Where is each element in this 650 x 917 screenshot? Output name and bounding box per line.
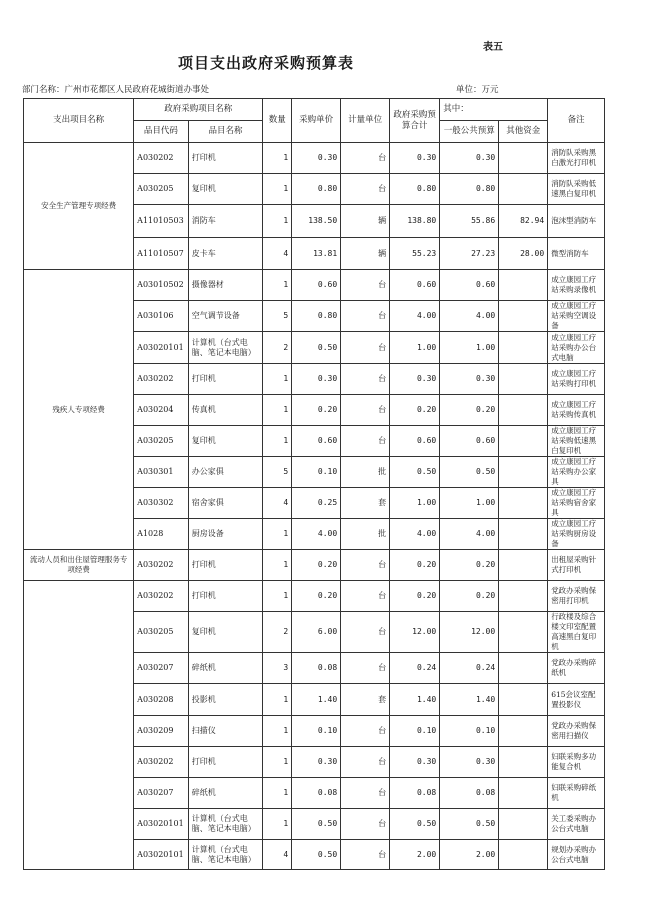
price-cell: 0.30: [292, 364, 341, 395]
total-cell: 0.60: [390, 426, 440, 457]
code-cell: A1028: [134, 519, 189, 550]
price-cell: 13.81: [292, 238, 341, 270]
uom-cell: 台: [341, 809, 390, 840]
other-funds-cell: [499, 684, 548, 716]
price-cell: 0.30: [292, 143, 341, 174]
general-budget-cell: 0.30: [440, 143, 499, 174]
general-budget-cell: 1.00: [440, 332, 499, 364]
qty-cell: 3: [263, 653, 292, 684]
total-cell: 0.10: [390, 716, 440, 747]
note-cell: 规划办采购办公台式电脑: [548, 840, 605, 870]
uom-cell: 台: [341, 778, 390, 809]
qty-cell: 1: [263, 550, 292, 581]
code-cell: A030205: [134, 426, 189, 457]
general-budget-cell: 0.10: [440, 716, 499, 747]
table-body: [24, 143, 605, 870]
other-funds-cell: [499, 457, 548, 488]
general-budget-cell: 2.00: [440, 840, 499, 870]
other-funds-cell: [499, 519, 548, 550]
other-funds-cell: [499, 550, 548, 581]
code-cell: A030302: [134, 488, 189, 519]
item-name-cell: 复印机: [188, 612, 263, 653]
other-funds-cell: [499, 581, 548, 612]
note-cell: 成立康园工疗站采购低速黑白复印机: [548, 426, 605, 457]
general-budget-cell: 0.20: [440, 395, 499, 426]
general-budget-cell: 0.50: [440, 809, 499, 840]
project-name-cell: 安全生产管理专项经费: [24, 143, 134, 270]
item-name-cell: 计算机（台式电脑、笔记本电脑）: [188, 840, 263, 870]
uom-cell: 台: [341, 550, 390, 581]
unit-label: 单位：万元: [456, 85, 499, 95]
item-name-cell: 计算机（台式电脑、笔记本电脑）: [188, 809, 263, 840]
other-funds-cell: [499, 612, 548, 653]
uom-cell: 辆: [341, 238, 390, 270]
qty-cell: 1: [263, 364, 292, 395]
general-budget-cell: 0.24: [440, 653, 499, 684]
total-cell: 4.00: [390, 301, 440, 332]
note-cell: 成立康园工疗站采购宿舍家具: [548, 488, 605, 519]
code-cell: A030205: [134, 612, 189, 653]
total-cell: 0.24: [390, 653, 440, 684]
general-budget-cell: 1.00: [440, 488, 499, 519]
qty-cell: 4: [263, 488, 292, 519]
uom-cell: 批: [341, 519, 390, 550]
other-funds-cell: 28.00: [499, 238, 548, 270]
note-cell: 党政办采购保密用扫描仪: [548, 716, 605, 747]
note-cell: 成立康园工疗站采购传真机: [548, 395, 605, 426]
qty-cell: 4: [263, 238, 292, 270]
qty-cell: 1: [263, 174, 292, 205]
note-cell: 行政楼及综合楼文印室配置高速黑白复印机: [548, 612, 605, 653]
header-general: 一般公共预算: [440, 121, 499, 143]
item-name-cell: 复印机: [188, 174, 263, 205]
total-cell: 2.00: [390, 840, 440, 870]
qty-cell: 1: [263, 143, 292, 174]
uom-cell: 台: [341, 840, 390, 870]
code-cell: A030209: [134, 716, 189, 747]
qty-cell: 1: [263, 809, 292, 840]
item-name-cell: 打印机: [188, 747, 263, 778]
price-cell: 0.10: [292, 457, 341, 488]
note-cell: 成立康园工疗站采购打印机: [548, 364, 605, 395]
note-cell: 消防队采购低速黑白复印机: [548, 174, 605, 205]
qty-cell: 1: [263, 684, 292, 716]
procurement-budget-table: [23, 98, 605, 870]
note-cell: 党政办采购碎纸机: [548, 653, 605, 684]
general-budget-cell: 0.20: [440, 581, 499, 612]
total-cell: 0.08: [390, 778, 440, 809]
code-cell: A11010503: [134, 205, 189, 238]
table-row: [24, 270, 605, 301]
header-total: 政府采购预算合计: [390, 99, 440, 143]
total-cell: 0.30: [390, 747, 440, 778]
code-cell: A030202: [134, 550, 189, 581]
item-name-cell: 打印机: [188, 550, 263, 581]
price-cell: 0.50: [292, 809, 341, 840]
code-cell: A030207: [134, 653, 189, 684]
general-budget-cell: 0.80: [440, 174, 499, 205]
qty-cell: 1: [263, 747, 292, 778]
table-row: [24, 143, 605, 174]
table-row: [24, 550, 605, 581]
note-cell: 成立康园工疗站采购办公台式电脑: [548, 332, 605, 364]
item-name-cell: 空气调节设备: [188, 301, 263, 332]
total-cell: 0.30: [390, 364, 440, 395]
uom-cell: 辆: [341, 205, 390, 238]
price-cell: 4.00: [292, 519, 341, 550]
department-name: 部门名称：广州市花都区人民政府花城街道办事处: [22, 85, 210, 95]
price-cell: 0.20: [292, 581, 341, 612]
price-cell: 138.50: [292, 205, 341, 238]
uom-cell: 台: [341, 364, 390, 395]
general-budget-cell: 0.30: [440, 747, 499, 778]
item-name-cell: 打印机: [188, 581, 263, 612]
total-cell: 0.50: [390, 457, 440, 488]
price-cell: 0.60: [292, 426, 341, 457]
code-cell: A030205: [134, 174, 189, 205]
page-title: 项目支出政府采购预算表: [178, 54, 355, 72]
uom-cell: 台: [341, 426, 390, 457]
other-funds-cell: [499, 270, 548, 301]
item-name-cell: 厨房设备: [188, 519, 263, 550]
uom-cell: 台: [341, 270, 390, 301]
total-cell: 138.80: [390, 205, 440, 238]
price-cell: 0.60: [292, 270, 341, 301]
project-name-cell: 流动人员和出住屋管理服务专项经费: [24, 550, 134, 581]
other-funds-cell: [499, 778, 548, 809]
total-cell: 0.20: [390, 550, 440, 581]
code-cell: A030208: [134, 684, 189, 716]
note-cell: 出租屋采购针式打印机: [548, 550, 605, 581]
other-funds-cell: [499, 716, 548, 747]
code-cell: A030301: [134, 457, 189, 488]
total-cell: 4.00: [390, 519, 440, 550]
header-gov-item: 政府采购项目名称: [134, 99, 263, 121]
qty-cell: 2: [263, 332, 292, 364]
general-budget-cell: 55.86: [440, 205, 499, 238]
item-name-cell: 皮卡车: [188, 238, 263, 270]
header-code: 品目代码: [134, 121, 189, 143]
general-budget-cell: 0.08: [440, 778, 499, 809]
note-cell: 关工委采购办公台式电脑: [548, 809, 605, 840]
table-number-label: 表五: [483, 42, 503, 53]
total-cell: 1.00: [390, 488, 440, 519]
header-uom: 计量单位: [341, 99, 390, 143]
uom-cell: 台: [341, 747, 390, 778]
note-cell: 妇联采购多功能复合机: [548, 747, 605, 778]
other-funds-cell: [499, 809, 548, 840]
uom-cell: 台: [341, 143, 390, 174]
other-funds-cell: 82.94: [499, 205, 548, 238]
item-name-cell: 扫描仪: [188, 716, 263, 747]
general-budget-cell: 4.00: [440, 519, 499, 550]
code-cell: A11010507: [134, 238, 189, 270]
total-cell: 12.00: [390, 612, 440, 653]
other-funds-cell: [499, 395, 548, 426]
price-cell: 6.00: [292, 612, 341, 653]
total-cell: 0.60: [390, 270, 440, 301]
project-name-cell: [24, 581, 134, 870]
uom-cell: 台: [341, 581, 390, 612]
item-name-cell: 传真机: [188, 395, 263, 426]
qty-cell: 1: [263, 778, 292, 809]
item-name-cell: 消防车: [188, 205, 263, 238]
uom-cell: 批: [341, 457, 390, 488]
other-funds-cell: [499, 143, 548, 174]
code-cell: A030106: [134, 301, 189, 332]
other-funds-cell: [499, 488, 548, 519]
price-cell: 1.40: [292, 684, 341, 716]
total-cell: 0.50: [390, 809, 440, 840]
header-among: 其中：: [440, 99, 548, 121]
item-name-cell: 碎纸机: [188, 653, 263, 684]
project-name-cell: 残疾人专项经费: [24, 270, 134, 550]
price-cell: 0.50: [292, 840, 341, 870]
general-budget-cell: 1.40: [440, 684, 499, 716]
uom-cell: 台: [341, 332, 390, 364]
item-name-cell: 碎纸机: [188, 778, 263, 809]
general-budget-cell: 0.50: [440, 457, 499, 488]
uom-cell: 台: [341, 301, 390, 332]
note-cell: 党政办采购保密用打印机: [548, 581, 605, 612]
other-funds-cell: [499, 747, 548, 778]
uom-cell: 台: [341, 612, 390, 653]
note-cell: 成立康园工疗站采购录像机: [548, 270, 605, 301]
price-cell: 0.20: [292, 395, 341, 426]
qty-cell: 1: [263, 205, 292, 238]
other-funds-cell: [499, 426, 548, 457]
total-cell: 0.20: [390, 581, 440, 612]
other-funds-cell: [499, 364, 548, 395]
other-funds-cell: [499, 653, 548, 684]
price-cell: 0.08: [292, 653, 341, 684]
code-cell: A030202: [134, 364, 189, 395]
uom-cell: 套: [341, 684, 390, 716]
total-cell: 0.30: [390, 143, 440, 174]
other-funds-cell: [499, 174, 548, 205]
header-qty: 数量: [263, 99, 292, 143]
price-cell: 0.25: [292, 488, 341, 519]
header-project: 支出项目名称: [24, 99, 134, 143]
note-cell: 消防队采购黑白激光打印机: [548, 143, 605, 174]
note-cell: 成立康园工疗站采购办公家具: [548, 457, 605, 488]
total-cell: 55.23: [390, 238, 440, 270]
uom-cell: 台: [341, 716, 390, 747]
note-cell: 微型消防车: [548, 238, 605, 270]
item-name-cell: 宿舍家俱: [188, 488, 263, 519]
total-cell: 1.00: [390, 332, 440, 364]
note-cell: 泡沫型消防车: [548, 205, 605, 238]
uom-cell: 套: [341, 488, 390, 519]
item-name-cell: 复印机: [188, 426, 263, 457]
header-item: 品目名称: [188, 121, 263, 143]
price-cell: 0.08: [292, 778, 341, 809]
price-cell: 0.30: [292, 747, 341, 778]
header-price: 采购单价: [292, 99, 341, 143]
item-name-cell: 摄像器材: [188, 270, 263, 301]
total-cell: 0.20: [390, 395, 440, 426]
uom-cell: 台: [341, 395, 390, 426]
other-funds-cell: [499, 301, 548, 332]
qty-cell: 1: [263, 270, 292, 301]
general-budget-cell: 12.00: [440, 612, 499, 653]
general-budget-cell: 27.23: [440, 238, 499, 270]
other-funds-cell: [499, 332, 548, 364]
header-note: 备注: [548, 99, 605, 143]
code-cell: A030207: [134, 778, 189, 809]
qty-cell: 1: [263, 519, 292, 550]
qty-cell: 1: [263, 395, 292, 426]
item-name-cell: 打印机: [188, 364, 263, 395]
price-cell: 0.80: [292, 174, 341, 205]
general-budget-cell: 0.60: [440, 426, 499, 457]
code-cell: A030204: [134, 395, 189, 426]
general-budget-cell: 0.30: [440, 364, 499, 395]
item-name-cell: 办公家俱: [188, 457, 263, 488]
note-cell: 妇联采购碎纸机: [548, 778, 605, 809]
code-cell: A03010502: [134, 270, 189, 301]
code-cell: A03020101: [134, 332, 189, 364]
uom-cell: 台: [341, 174, 390, 205]
header-other: 其他资金: [499, 121, 548, 143]
qty-cell: 1: [263, 581, 292, 612]
price-cell: 0.20: [292, 550, 341, 581]
note-cell: 615会议室配置投影仪: [548, 684, 605, 716]
code-cell: A03020101: [134, 840, 189, 870]
general-budget-cell: 0.20: [440, 550, 499, 581]
qty-cell: 1: [263, 426, 292, 457]
price-cell: 0.10: [292, 716, 341, 747]
item-name-cell: 计算机（台式电脑、笔记本电脑）: [188, 332, 263, 364]
note-cell: 成立康园工疗站采购空调设备: [548, 301, 605, 332]
total-cell: 1.40: [390, 684, 440, 716]
item-name-cell: 打印机: [188, 143, 263, 174]
code-cell: A030202: [134, 143, 189, 174]
other-funds-cell: [499, 840, 548, 870]
uom-cell: 台: [341, 653, 390, 684]
total-cell: 0.80: [390, 174, 440, 205]
qty-cell: 5: [263, 301, 292, 332]
code-cell: A030202: [134, 581, 189, 612]
qty-cell: 4: [263, 840, 292, 870]
qty-cell: 1: [263, 716, 292, 747]
qty-cell: 5: [263, 457, 292, 488]
code-cell: A03020101: [134, 809, 189, 840]
table-row: [24, 581, 605, 612]
general-budget-cell: 4.00: [440, 301, 499, 332]
price-cell: 0.80: [292, 301, 341, 332]
item-name-cell: 投影机: [188, 684, 263, 716]
general-budget-cell: 0.60: [440, 270, 499, 301]
note-cell: 成立康园工疗站采购厨房设备: [548, 519, 605, 550]
qty-cell: 2: [263, 612, 292, 653]
price-cell: 0.50: [292, 332, 341, 364]
code-cell: A030202: [134, 747, 189, 778]
